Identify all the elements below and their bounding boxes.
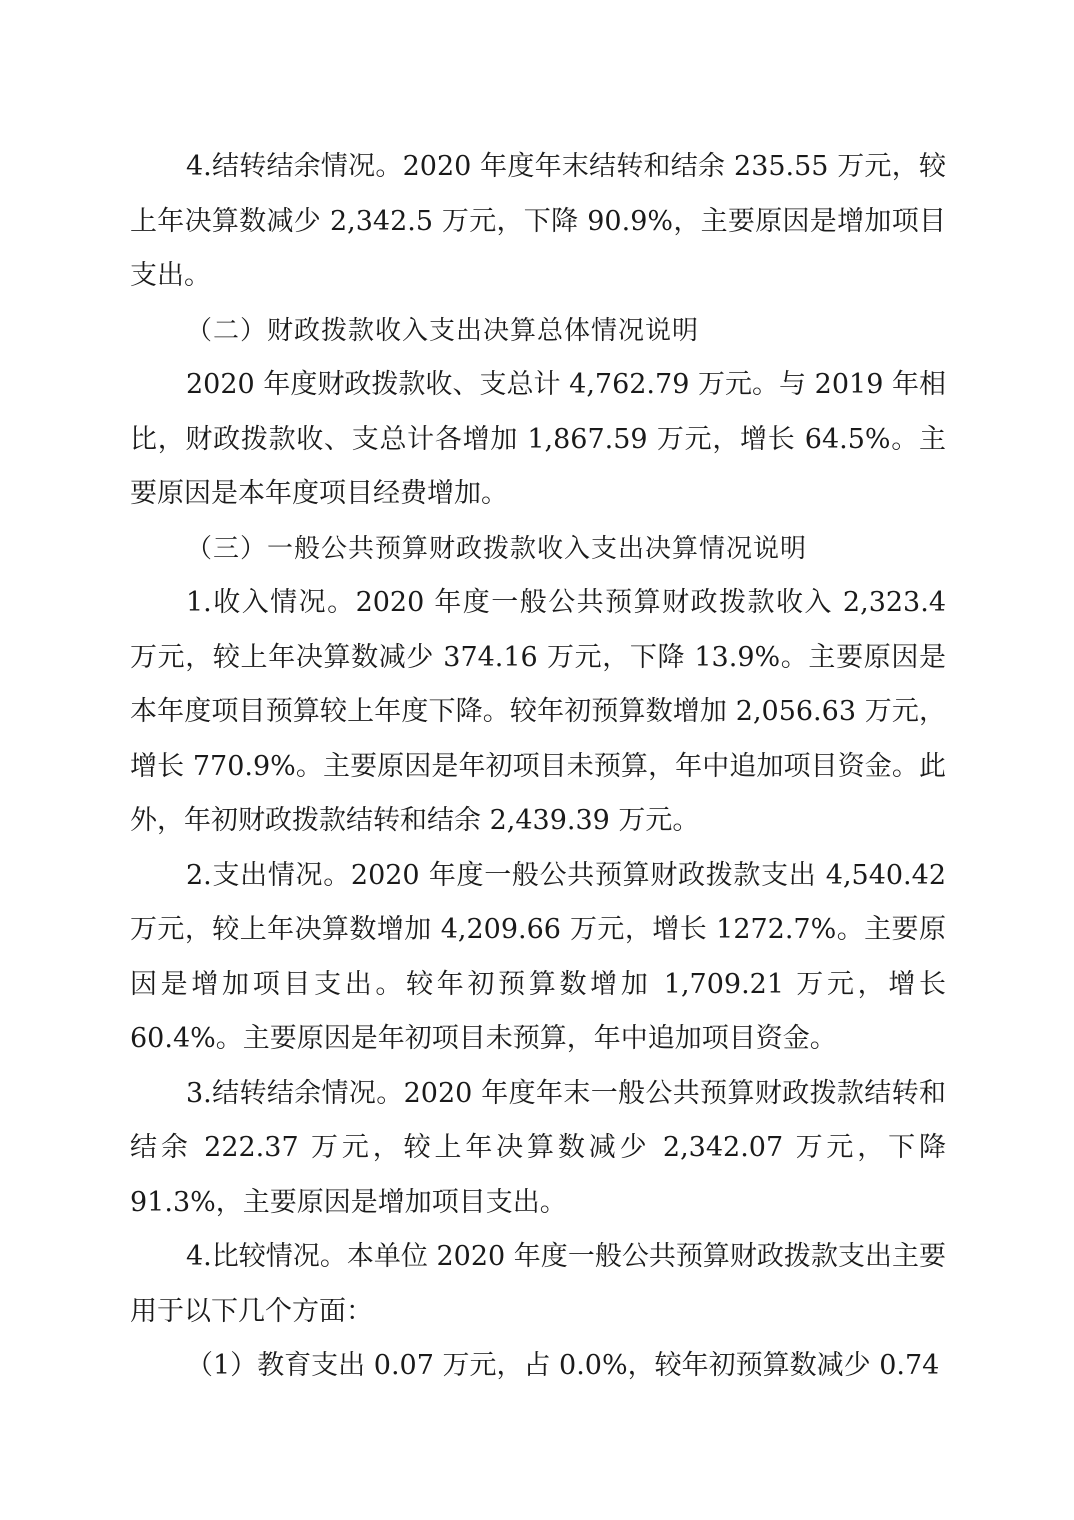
paragraph-comparison: 4.比较情况。本单位 2020 年度一般公共预算财政拨款支出主要用于以下几个方面：	[130, 1241, 946, 1327]
paragraph-education-expenditure: （1）教育支出 0.07 万元，占 0.0%，较年初预算数减少 0.74	[186, 1350, 940, 1381]
paragraph-general-budget-carryover: 3.结转结余情况。2020 年度年末一般公共预算财政拨款结转和结余 222.37 万元，较上年决算数减少 2,342.07 万元，下降 91.3%，主要原因是增加项目支出。	[130, 1077, 946, 1218]
paragraph-expenditure: 2.支出情况。2020 年度一般公共预算财政拨款支出 4,540.42 万元，较上年决算数增加 4,209.66 万元，增长 1272.7%。主要原因是增加项目支出。较年初预算数增加 1,709.21 万元，增长 60.4%。主要原因是年初项目未预算，年中追加项目资金。	[130, 859, 946, 1054]
paragraph-fiscal-appropriation-total: 2020 年度财政拨款收、支总计 4,762.79 万元。与 2019 年相比，财政拨款收、支总计各增加 1,867.59 万元，增长 64.5%。主要原因是本年度项目经费增加。	[130, 369, 946, 509]
section-heading-general-public-budget: （三）一般公共预算财政拨款收入支出决算情况说明	[186, 533, 808, 564]
document-page	[130, 140, 946, 1394]
paragraph-income: 1.收入情况。2020 年度一般公共预算财政拨款收入 2,323.4 万元，较上年决算数减少 374.16 万元，下降 13.9%。主要原因是本年度项目预算较上年度下降。较年初预算数增加 2,056.63 万元，增长 770.9%。主要原因是年初项目未预算，年中追加项目资金。此外，年初财政拨款结转和结余 2,439.39 万元。	[130, 587, 946, 836]
paragraph-carryover-balance: 4.结转结余情况。2020 年度年末结转和结余 235.55 万元，较上年决算数减少 2,342.5 万元，下降 90.9%，主要原因是增加项目支出。	[130, 151, 946, 291]
section-heading-fiscal-appropriation-overview: （二）财政拨款收入支出决算总体情况说明	[186, 315, 700, 346]
